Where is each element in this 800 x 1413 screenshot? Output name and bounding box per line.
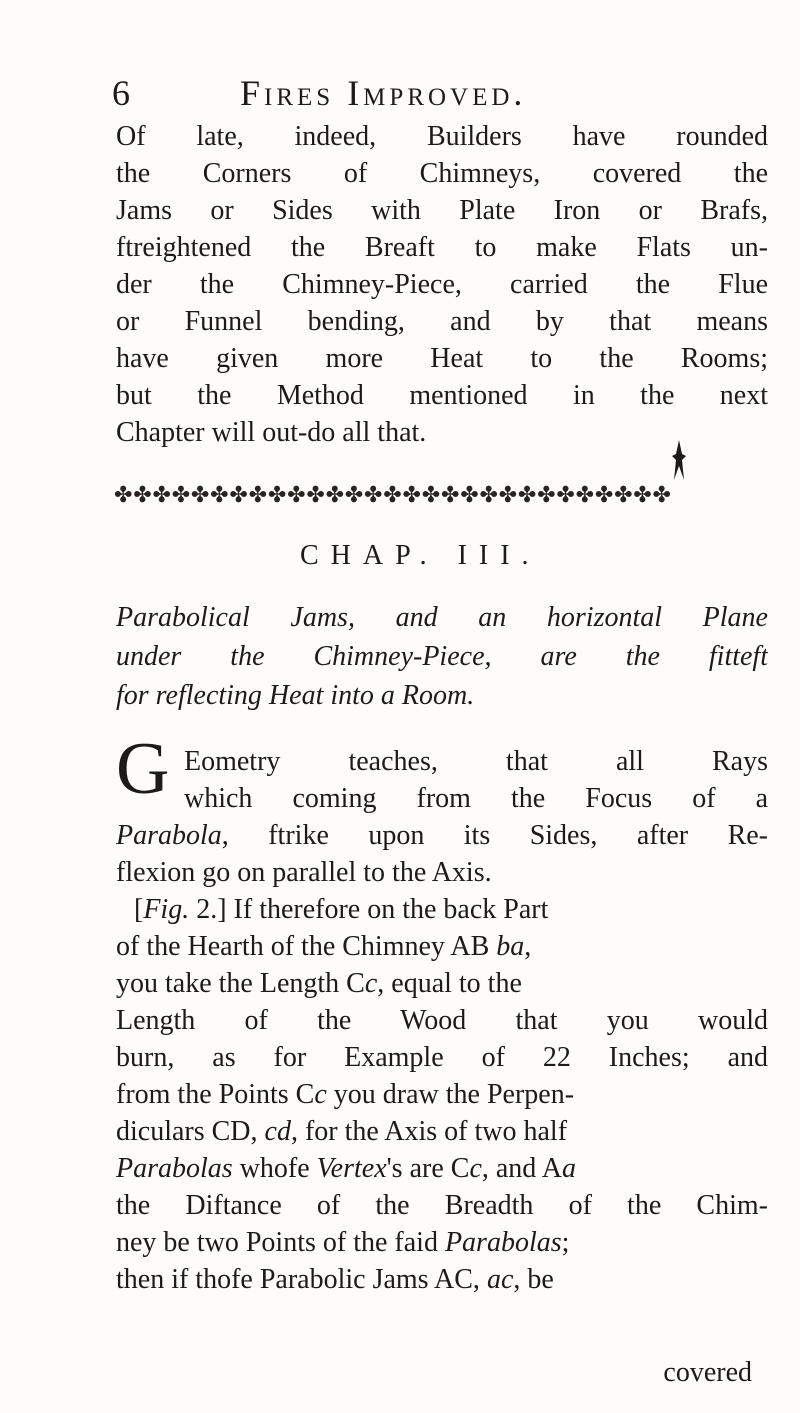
- text-line: Jams or Sides with Plate Iron or Brafs,: [116, 195, 768, 226]
- ornament-row: ✤✤✤✤✤✤✤✤✤✤✤✤✤✤✤✤✤✤✤✤✤✤✤✤✤✤✤✤✤: [114, 483, 672, 508]
- catchword: covered: [663, 1357, 752, 1388]
- ink-blot-icon: [672, 440, 686, 480]
- text-line: flexion go on parallel to the Axis.: [116, 857, 492, 888]
- figure-ref: Fig.: [143, 894, 190, 925]
- text-line: Parabolas whofe Vertex's are Cc, and Aa: [116, 1153, 576, 1184]
- text-line: you take the Length Cc, equal to the: [116, 968, 522, 999]
- italic-term: Parabola: [116, 820, 222, 851]
- drop-cap-letter: G: [116, 728, 170, 810]
- text-line: Chapter will out-do all that.: [116, 417, 427, 448]
- text-line: which coming from the Focus of a: [184, 783, 768, 814]
- text-line: the Corners of Chimneys, covered the: [116, 158, 768, 189]
- text-line: from the Points Cc you draw the Perpen-: [116, 1079, 575, 1110]
- ornament-divider: [114, 481, 768, 511]
- text-line: then if thofe Parabolic Jams AC, ac, be: [116, 1264, 554, 1295]
- text-line: Of late, indeed, Builders have rounded: [116, 121, 768, 152]
- text-line: der the Chimney-Piece, carried the Flue: [116, 269, 768, 300]
- chapter-title-line: for reflecting Heat into a Room.: [116, 680, 475, 711]
- text-line: Eometry teaches, that all Rays: [184, 746, 768, 777]
- text-line: [Fig. 2.] If therefore on the back Part: [134, 894, 549, 925]
- text-line: the Diftance of the Breadth of the Chim-: [116, 1190, 768, 1221]
- text-line: diculars CD, cd, for the Axis of two half: [116, 1116, 568, 1147]
- text-line: burn, as for Example of 22 Inches; and: [116, 1042, 768, 1073]
- chapter-title: [116, 598, 768, 715]
- text-line: of the Hearth of the Chimney AB ba,: [116, 931, 532, 962]
- running-title: Fires Improved.: [240, 73, 527, 113]
- page-number: 6: [112, 73, 133, 113]
- paragraph-body: [116, 743, 768, 1298]
- running-head: [112, 72, 752, 116]
- text-line: or Funnel bending, and by that means: [116, 306, 768, 337]
- text-line: Length of the Wood that you would: [116, 1005, 768, 1036]
- chapter-title-line: Parabolical Jams, and an horizontal Plane: [116, 602, 768, 633]
- chapter-heading: CHAP. III.: [300, 540, 541, 571]
- text-line: ney be two Points of the faid Parabolas;: [116, 1227, 570, 1258]
- text-line: ftreightened the Breaft to make Flats un-: [116, 232, 768, 263]
- chapter-title-line: under the Chimney-Piece, are the fitteft: [116, 641, 768, 672]
- text-line: but the Method mentioned in the next: [116, 380, 768, 411]
- text-line: Parabola, ftrike upon its Sides, after Re-: [116, 820, 768, 851]
- paragraph-opening: [116, 118, 768, 451]
- text-line: have given more Heat to the Rooms;: [116, 343, 768, 374]
